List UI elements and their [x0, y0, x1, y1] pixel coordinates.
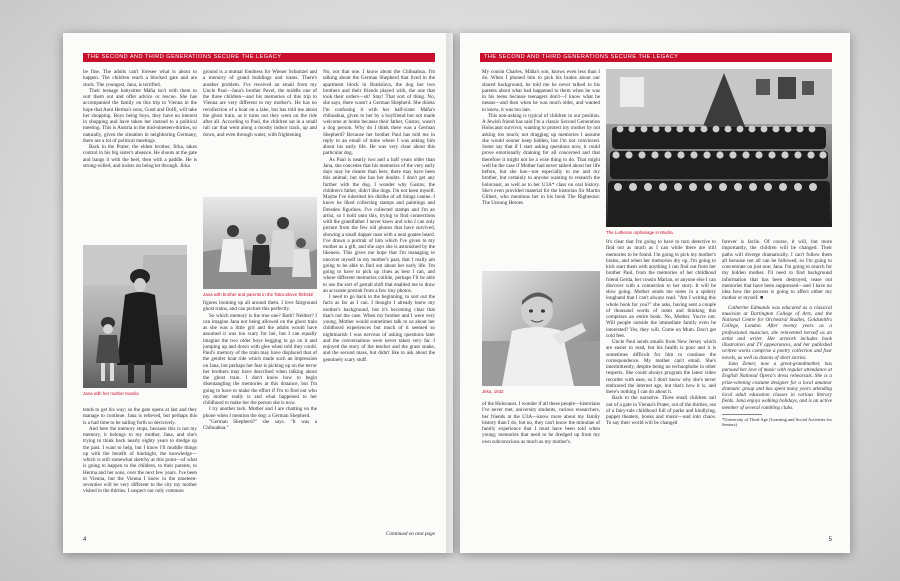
footnote: *University of Third Age (Learning and Social Activities for Seniors): [722, 416, 832, 427]
paragraph: figures looming up all around them. I love fairground ghost trains, and can picture this perfectly.: [203, 300, 317, 313]
paragraph: As Paul is nearly two and a half years older than Jana, she concedes that his memories of the very early days may be clearer than hers; there may have been this animal; but she has her doubts. I don't get any further with the dog. I wonder why Gustav, the children's father, didn't like dogs. I'm not keen myself. Maybe I've inherited his dislike of all things canine. I know he liked collecting stamps and paintings and Dresden figurines. I've collected stamps and I'm an artist, so I hold onto this, trying to find connections with the grandfather I never knew and who I can only picture from the few old photos that have survived, showing a small dapper man with a neat goatee beard. I've drawn a portrait of him which I've given to my mother as a gift, and she says she is astonished by the likeness. This gives me hope that I'm managing to uncover myself in my mother's past, that I really am going to be able to find out about her early life. I'm going to have to pick up clues as best I can, and where different memories collide, perhaps I'll be able to use the sort of gestalt shift that enabled me to draw an accurate portrait from a few tiny photos.: [323, 156, 435, 294]
photo-jana-with-mother-image: [83, 245, 187, 388]
paragraph: Back in the Prater, the eldest brother, Jirka, takes control in his big sister's absence. He shouts at the gate and bangs it with the heel, then with a paddle. He is strong-willed, and insists on being let through. Jirka: [83, 144, 197, 169]
page-number-right: 5: [828, 537, 832, 543]
photo-jirka-1932: [482, 271, 600, 386]
spine-shadow: [446, 33, 460, 553]
paragraph: So which memory is the true one? Both? Neither? I can imagine Jana not being allowed on the ghost train as she was a little girl and the adults would have assumed it was too scary for her, but I can equally imagine the two older boys begging to go on it and jumping up and down with glee when told they could. Paul's memory of the train may have displaced that of the gentler boat ride which made such an impression on Jana, but perhaps her fear is picking up on the terror her brothers may have described when talking about the ghost train. I don't know how to begin disentangling the memories at this distance, but I'm going to have to make the effort if I'm to find out who my mother really is and what happened to her childhood to make her the person she is now.: [203, 312, 317, 406]
paragraph: My cousin Charles, Máňa's son, knows even less than I do. When I phoned him to pick his brains about our shared background, he told me he never talked to his parents about what had happened to them when he was in his teens because teenagers don't—I know what he means—and then when he was much older, and wanted to know, it was too late.: [482, 69, 600, 113]
paragraph: of the Holocaust. I wonder if all these people—historians I've never met, university students, various researchers, her friends at the U3A—know more about my family history than I do, but no, they can't know the minutiae of family experience that I must have been told when young; memories that need to be dredged up from my own subconscious as much as my mother's.: [482, 401, 600, 445]
running-header-right: THE SECOND AND THIRD GENERATIONS SECURE THE LEGACY: [480, 53, 832, 62]
left-page: [63, 33, 453, 553]
page-number-left: 4: [83, 537, 87, 543]
left-col3: [323, 69, 435, 531]
left-col1-bottom: [83, 407, 197, 535]
paragraph: I need to go back to the beginning, to sort out the facts as far as I can. I thought I already knew my mother's background, but it's becoming clear that that's not the case. When my brother and I were very young, Mother would sometimes talk to us about her childhood experiences but much of it seemed so nightmarish I was nervous of asking questions later and the conversations were never taken very far. I enjoyed the story of the teacher and the grass snake, and the second mass, but didn't like to ask about the genuinely scary stuff.: [323, 294, 435, 363]
caption-jirka-1932: Jirka, 1932: [482, 389, 504, 394]
paragraph: Their teenage babysitter Máňa isn't with them to sort them out and offer advice or rescue. She has accompanied the family on this trip to Vienna in the hope that Aunt Herma's sons, Gusti and Dolfi, will take her shopping. Boys being boys, they have no interest in shopping and have taken her instead to a political meeting. This is Austria in the mid-nineteen-thirties, so naturally, given the situation in neighboring Germany, there are a lot of political meetings.: [83, 87, 197, 144]
photo-family-in-tatra-image: [203, 197, 317, 289]
paragraph: tends to get his way; so the gate opens at last and they manage to continue. Jana is relieved, but perhaps this is a bad time to be sailing forth so decisively.: [83, 407, 197, 426]
subject-bio: [722, 361, 832, 411]
author-bio: [722, 305, 832, 361]
paragraph: ground is a mutual fondness for Wiener Schnitzel and a memory of grand buildings and trams. There's another problem. I've received an email from my Uncle Paul—Jana's brother Pavel, the middle one of the three children—and his memories of this trip to Vienna are very different to my mother's. He has no recollection of a boat on a lake, but has told me about the ghost train, as it turns out they went on the ride after all. According to Paul, the children sat in a small rail car that went along a mostly indoor track, up and down, and even through water, with frightening: [203, 69, 317, 138]
continued-on-next-page: Continued on next page: [386, 531, 435, 537]
right-col1-bottom: [482, 401, 600, 541]
left-col2-top: [203, 69, 317, 193]
paragraph: It's clear that I'm going to have to turn detective to find out as much as I can while there are still memories to be found. I'm going to pick my mother's brains, and when her memories dry up, I'm going to kick start them with anything I can find out from her brother Paul, from the memories of her childhood friend Gerda, her cousin Marian, or anyone else I can discover with a connection to her story. It will be slow going. Mother sends me notes in a spidery longhand that I can't always read. "Am I writing this whole book for you?" she asks, having sent a couple of thousand words of notes and thinking this comprises an entire book. No, Mother. You're not. Will people outside the immediate family even be interested? Yes, they will. Come on Mum. Don't get cold feet.: [606, 239, 716, 339]
paragraph: I try another tack. Mother and I are chatting on the phone when I mention the dog: a German Shepherd.: [203, 406, 317, 419]
subject-bio-text: Jana Zemer, now a great-grandmother, has pursued her love of music with regular attendance at English National Opera's dress rehearsals. She is a prize-winning costume designer for a local amateur dramatic group and has spent many years attending local adult education classes in various literary fields. Jana enjoys walking holidays, and is an active member of several rambling clubs.: [722, 360, 832, 411]
running-header-left: THE SECOND AND THIRD GENERATIONS SECURE THE LEGACY: [83, 53, 435, 62]
photo-family-in-tatra: [203, 197, 317, 289]
right-col1-top: [482, 69, 600, 267]
paragraph: "German Shepherd?" she says. "It was a Chihuahua.": [203, 418, 317, 431]
photo-lutheran-orphanage: [606, 69, 832, 227]
footnote-rule: [722, 414, 762, 415]
paragraph: be fine. The adults can't foresee what is about to happen. The children reach a blocked gate and are stuck. The youngest, Jana, is terrified.: [83, 69, 197, 88]
continued-note: [323, 531, 435, 539]
caption-family-in-tatra: Jana with brother and parents in the Tatra above Štrbské: [203, 292, 314, 297]
left-col2-bottom: [203, 300, 317, 538]
right-col3: [722, 239, 832, 539]
caption-jana-with-mother: Jana with her mother Kamila: [83, 391, 139, 396]
left-col1-top: [83, 69, 197, 242]
right-page: [460, 33, 850, 553]
author-bio-text: Catherine Edmunds was educated as a classical musician at Dartington College of Arts, and the National Centre for Orchestral Studies, Goldsmith's College, London. After twenty years as a professional musician, she reinvented herself as an artist and writer. Her artwork includes book illustration and TV appearances, and her published written works comprise a poetry collection and four novels, as well as dozens of short stories.: [722, 304, 832, 361]
photo-lutheran-orphanage-image: [606, 69, 832, 227]
photo-jirka-1932-image: [482, 271, 600, 386]
paragraph: And here the memory stops, because this is not my memory, it belongs to my mother, Jana, and she's trying to think back nearly eighty years to dredge up the past. I want to help, but I know I'll muddle things up with the benefit of hindsight, the knowledge—which is still somewhat sketchy at this point—of what is going to happen to the children, to their parents, to Herma and her sons, over the next few years. I've been to Vienna, but the Vienna I knew in the nineteen-seventies will be very different to the city my mother visited in the thirties. I suspect our only common: [83, 425, 197, 495]
right-col2: [606, 239, 716, 539]
paragraph: Back to the narrative. Three small children sail out of a gate in Vienna's Prater, out of the thirties, out of a fairy-tale childhood full of parks and kindlying, puppet theaters, books and music—and into chaos. To say their world will be changed: [606, 395, 716, 427]
paragraph: forever is facile. Of course, it will, but more importantly, the children will be changed. Their paths will diverge dramatically. I can't follow them all because not all can be followed, so I'm going to concentrate on just one; Jana. I'm going to search for my hidden mother. I'll need to find background information that has been destroyed, tease out memories that have been suppressed—and I have no idea how the process is going to affect either my mother or myself. ■: [722, 239, 832, 302]
paragraph: Uncle Paul sends emails from New Jersey which are easier to read, but his health is poor and it is sometimes difficult for him to continue the correspondence. My mother can't email. She's intermittently, despite being no technophobe in other respects. She could always program the latest video recorder with ease, so I don't know why she's never embraced the internet age, but that's how it is, and there's nothing I can do about it.: [606, 339, 716, 395]
caption-lutheran-orphanage: The Lutheran orphanage in Modra.: [606, 230, 674, 235]
photo-jana-with-mother: [83, 245, 187, 388]
paragraph: No, not that one. I know about the Chihuahua. I'm talking about the German Shepherd that lived in the apartment block in Bratislava, the dog her two brothers and their friends played with, the one that took their orders—sit! Stay! That sort of thing. No, she says, there wasn't a German Shepherd. She thinks I'm confusing it with her half-sister Máňa's chihuahua, given to her by a boyfriend but not made welcome at home because their father, Gustav, wasn't a dog person. Why do I think there was a German Shepherd? Because her brother Paul has told me in reply to an email of mine where I was asking him about his early life. He was very clear about this particular dog.: [323, 69, 435, 157]
paragraph: This non-asking is typical of children in our position. A Jewish friend has said I'm a classic Second Generation Holocaust survivor, wanting to protect my mother by not asking too much; not dragging up memories I assume she would sooner keep hidden, but I'm not convinced. Some say that if I start asking questions now, it could prove emotionally draining for all concerned and that therefore it might not be a wise thing to do. That might well be the case if Mother had never talked about her life before, but she has—not especially to me and my brother, but certainly to anyone wanting to research the holocaust, as well as to her U3A* class on oral history. She's even provided material for the historian Sir Martin Gilbert, who mentions her in his book The Righteous: The Unsung Heroes: [482, 112, 600, 207]
